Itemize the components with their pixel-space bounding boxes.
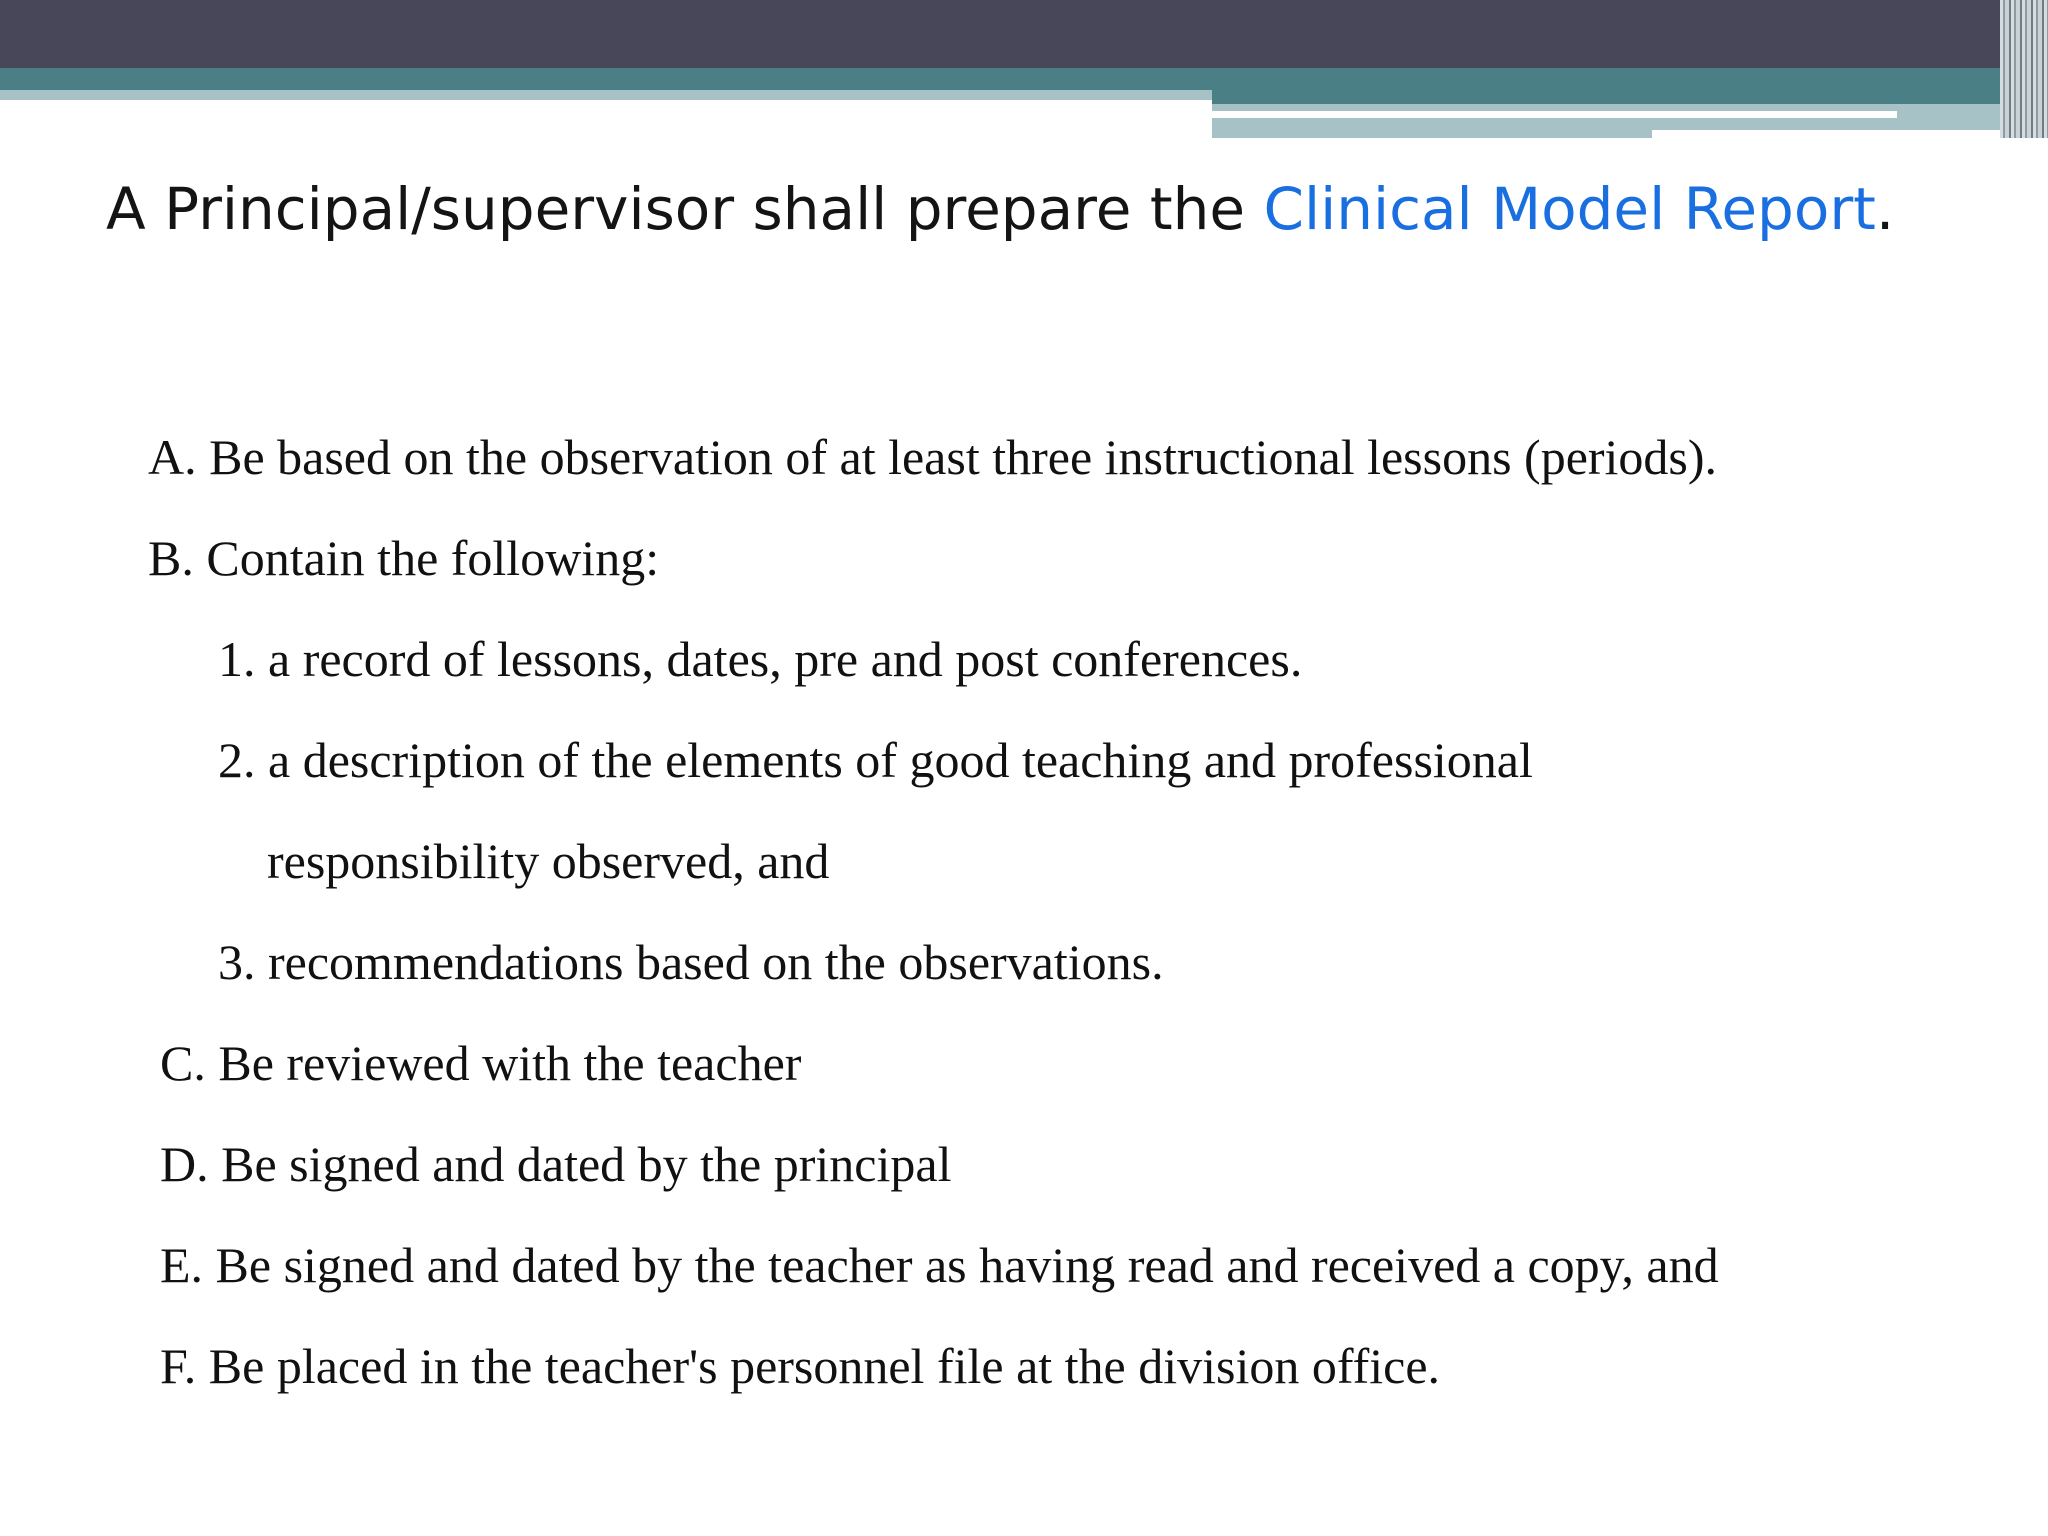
list-item-c: C. Be reviewed with the teacher	[160, 1035, 802, 1091]
list-item-b3: 3. recommendations based on the observations.	[218, 934, 1164, 990]
title-suffix: .	[1875, 175, 1895, 243]
list-item-e: E. Be signed and dated by the teacher as having read and received a copy, and	[160, 1237, 1719, 1293]
list-item-d: D. Be signed and dated by the principal	[160, 1136, 952, 1192]
list-item-b2-continued: responsibility observed, and	[267, 833, 830, 889]
title-highlight: Clinical Model Report	[1263, 175, 1876, 243]
list-item-b2: 2. a description of the elements of good teaching and professional	[218, 732, 1533, 788]
list-item-f: F. Be placed in the teacher's personnel file at the division office.	[160, 1338, 1441, 1394]
list-item-b: B. Contain the following:	[148, 530, 660, 586]
list-item-b1: 1. a record of lessons, dates, pre and post conferences.	[218, 631, 1303, 687]
list-item-a: A. Be based on the observation of at least three instructional lessons (periods).	[148, 429, 1718, 485]
title-prefix: A Principal/supervisor shall prepare the	[106, 175, 1264, 243]
